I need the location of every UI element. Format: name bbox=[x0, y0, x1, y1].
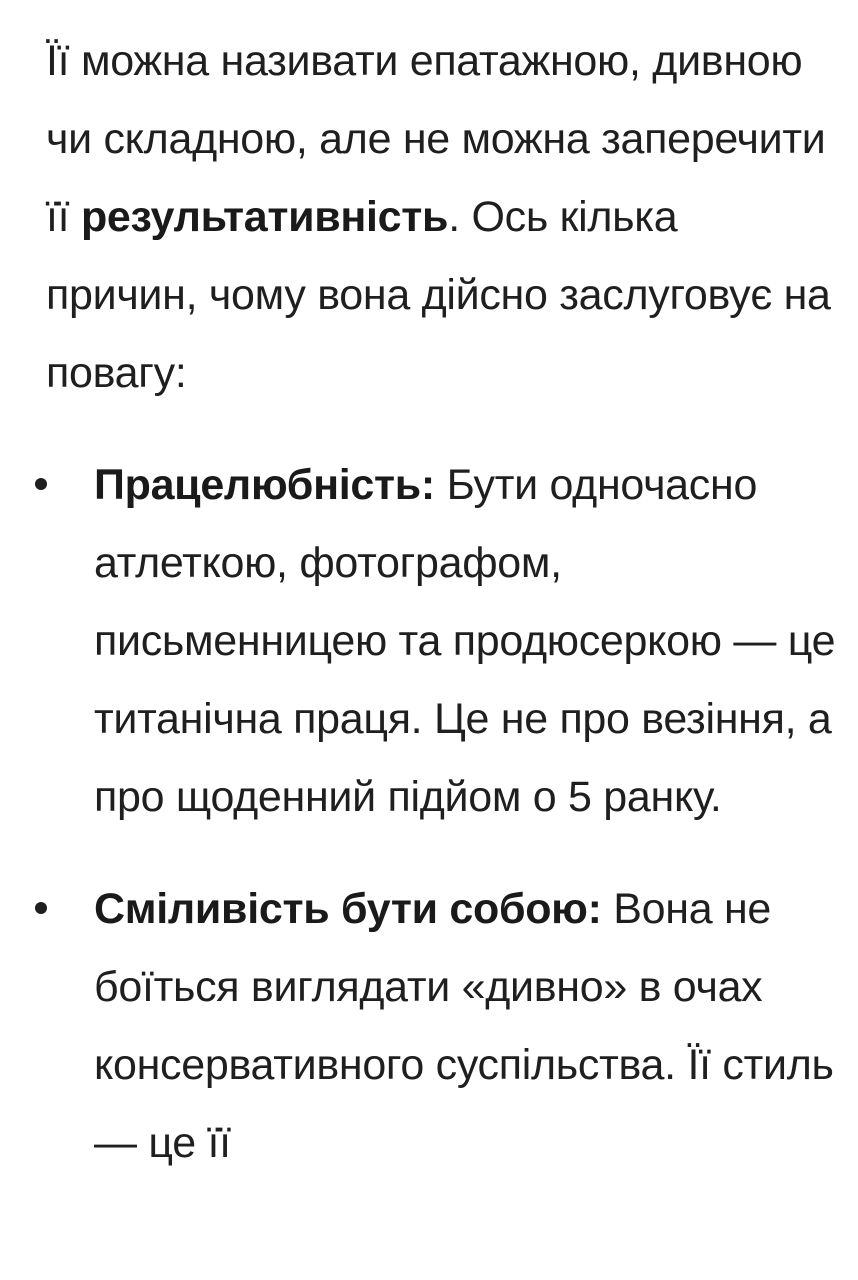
bullet-dot-icon bbox=[35, 478, 47, 490]
bullet-dot-icon bbox=[35, 902, 47, 914]
bullet-text: Вона не боїться виглядати «дивно» в очах консервативного суспільства. Її стиль — це її bbox=[94, 885, 834, 1167]
list-item bbox=[46, 870, 836, 1182]
intro-text-start: Її можна називати епатажною, дивною чи складною, але не можна заперечити її bbox=[46, 37, 826, 241]
bullet-list bbox=[46, 446, 836, 1182]
intro-text-end: . Ось кілька причин, чому вона дійсно заслуговує на повагу: bbox=[46, 193, 831, 397]
bullet-title: Працелюбність: bbox=[94, 461, 435, 509]
bottom-clip bbox=[0, 1254, 858, 1280]
message-body bbox=[46, 22, 836, 1182]
intro-paragraph bbox=[46, 22, 836, 412]
bullet-title: Сміливість бути собою: bbox=[94, 885, 602, 933]
intro-bold-term: результативність bbox=[80, 193, 449, 241]
bullet-text: Бути одночасно атлеткою, фотографом, письменницею та продюсеркою — це титанічна праця. Це не про везіння, а про щоденний підйом о 5 ранку. bbox=[94, 461, 836, 821]
list-item bbox=[46, 446, 836, 836]
